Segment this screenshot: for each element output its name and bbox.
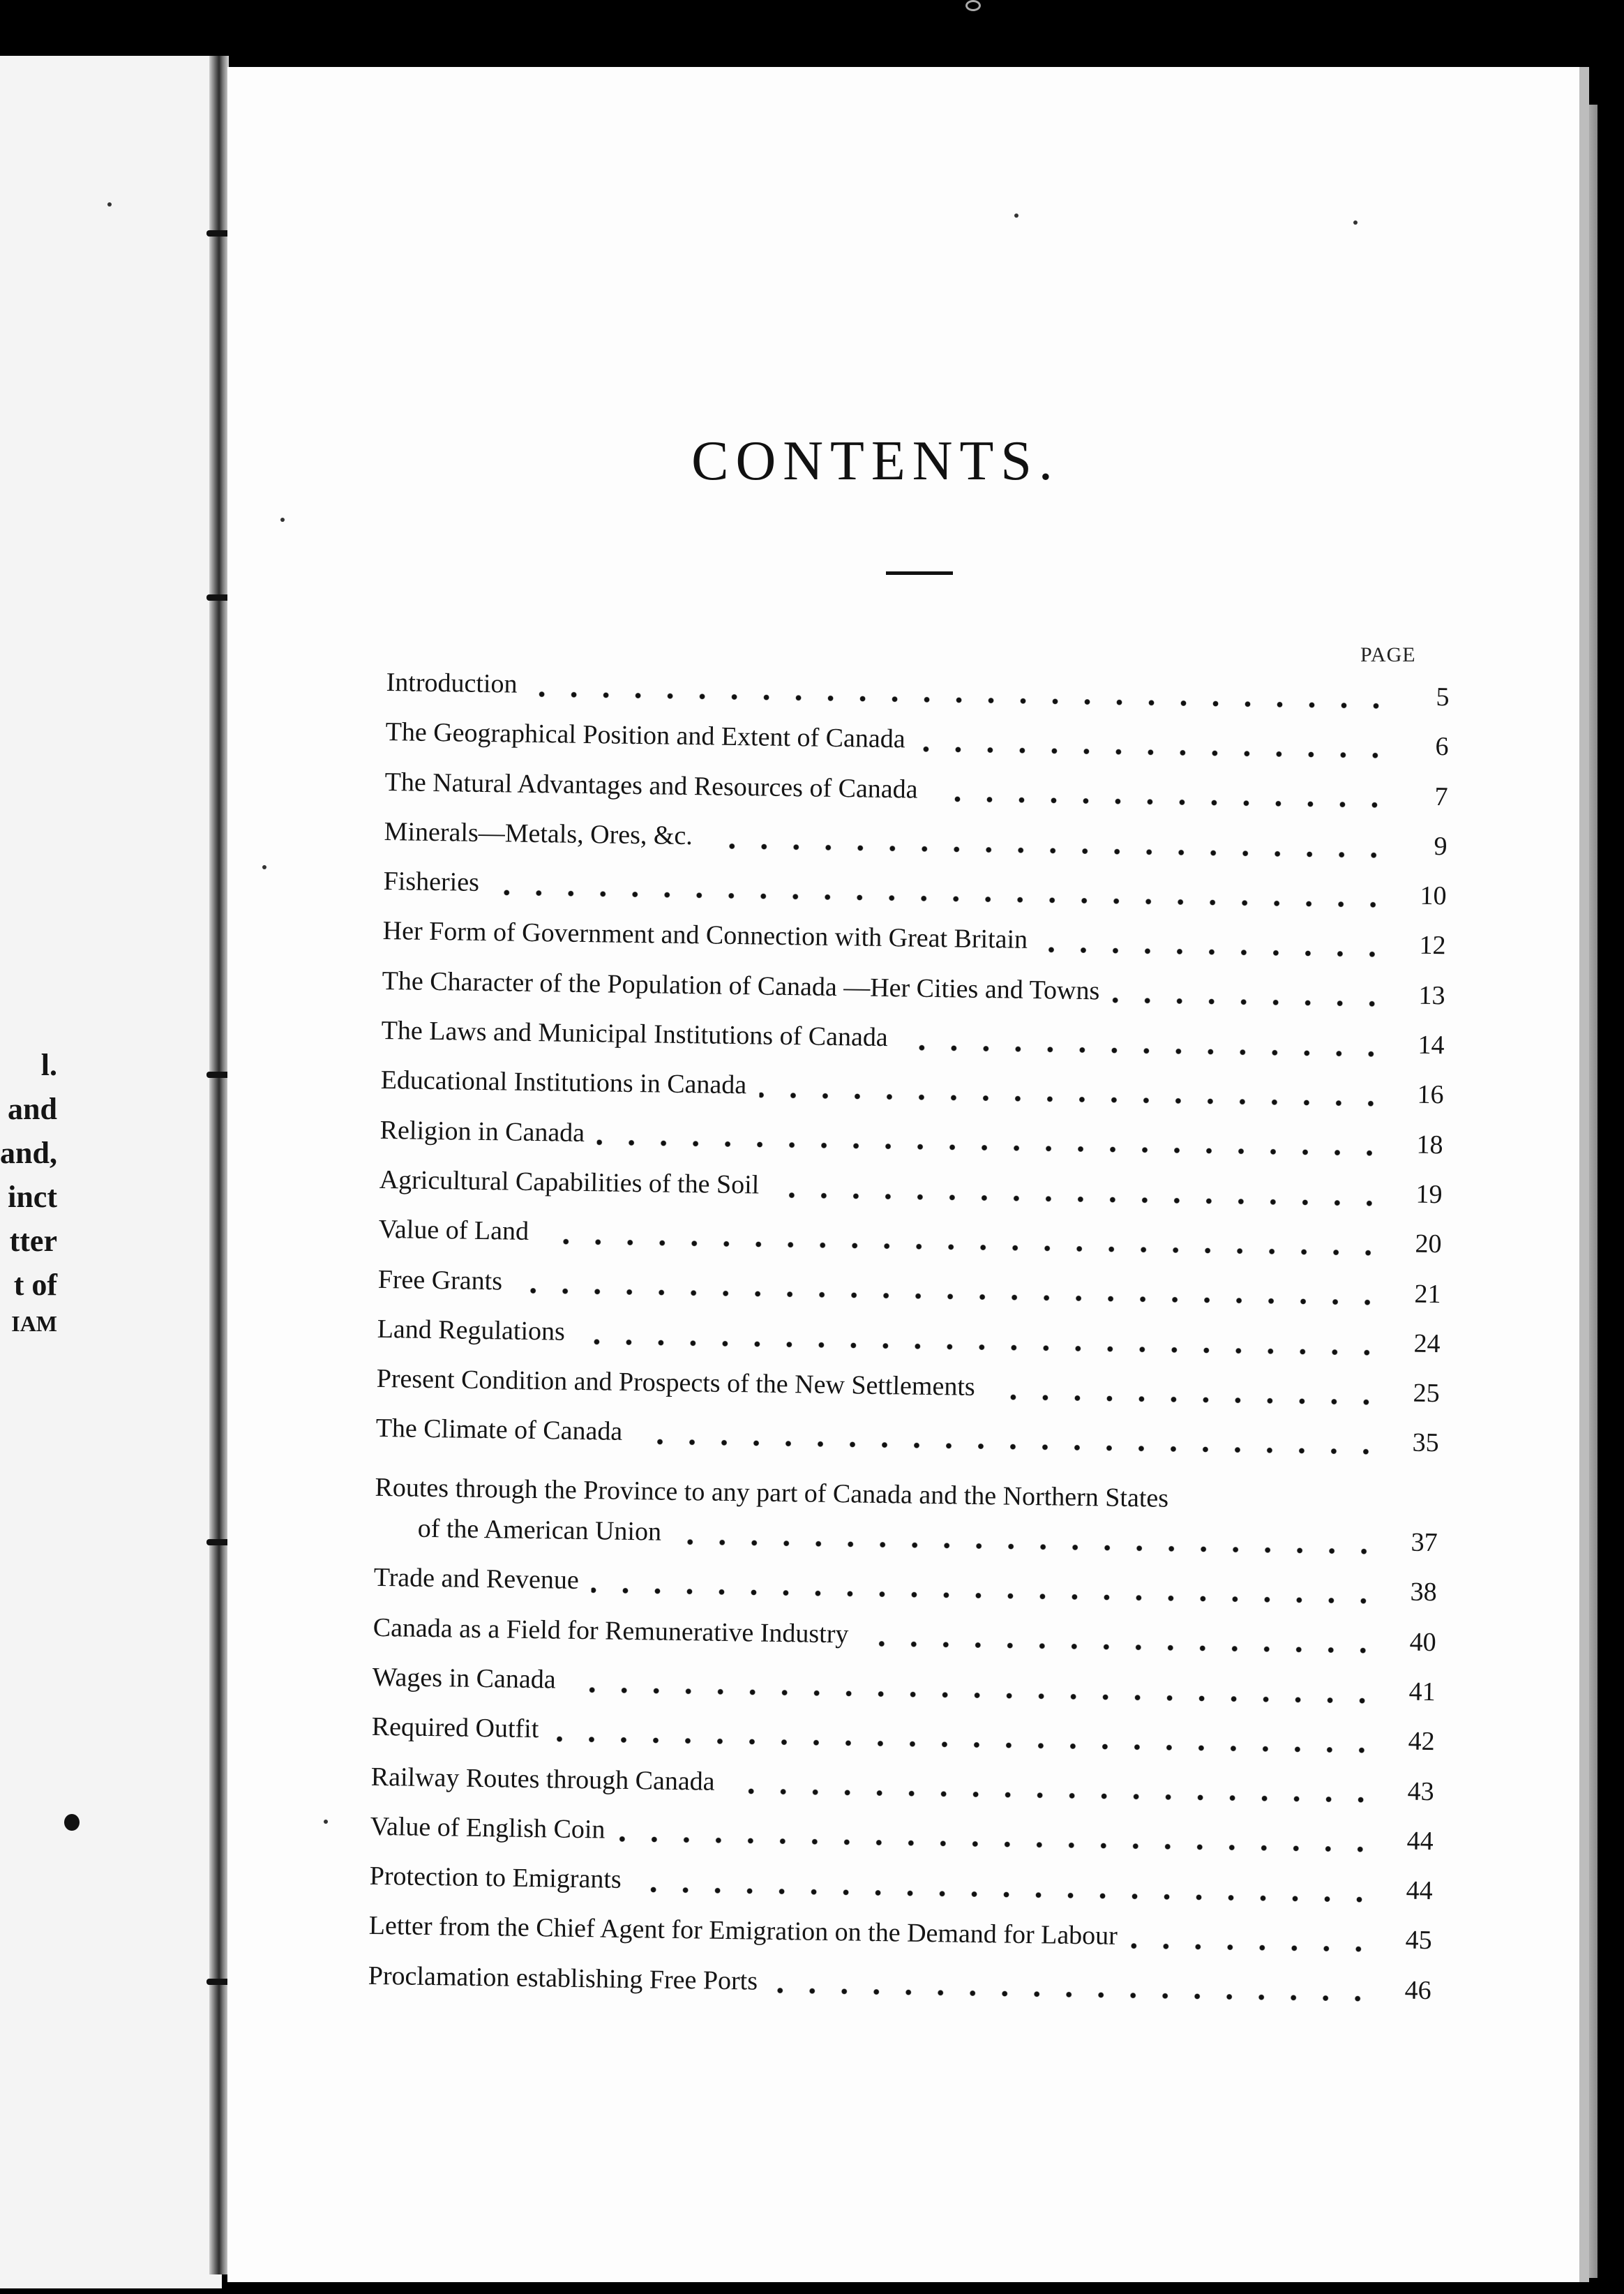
dot-leader: [917, 745, 1391, 760]
toc-entry-title: Letter from the Chief Agent for Emigration on the Demand for Labour: [368, 1911, 1118, 1951]
toc-entry-title: Minerals—Metals, Ores, &c.: [384, 816, 693, 851]
toc-entry-title: Railway Routes through Canada: [370, 1762, 715, 1797]
left-page-line: tter: [9, 1224, 57, 1258]
toc-entry-page: 41: [1408, 1677, 1436, 1707]
toc-entry-page: 24: [1413, 1328, 1441, 1359]
dot-leader: [1130, 1942, 1375, 1954]
dot-leader: [772, 1190, 1385, 1207]
dot-leader: [759, 1091, 1387, 1109]
toc-entry-title: Fisheries: [383, 867, 480, 898]
dot-leader: [633, 1885, 1375, 1904]
dot-leader: [861, 1640, 1378, 1655]
toc-entry-page: 5: [1436, 682, 1450, 712]
toc-entry-page: 45: [1405, 1925, 1432, 1956]
toc-entry-title: Protection to Emigrants: [369, 1861, 622, 1894]
dot-leader: [492, 888, 1390, 909]
toc-entry-title-continued: of the American Union: [417, 1513, 662, 1547]
toc-entry-title: Wages in Canada: [372, 1662, 556, 1695]
dot-leader: [674, 1538, 1381, 1556]
left-page-line: inct: [8, 1180, 57, 1214]
toc-entry-title: Value of English Coin: [370, 1811, 606, 1845]
toc-entry-title: Agricultural Capabilities of the Soil: [379, 1164, 760, 1200]
toc-entry-page: 6: [1435, 732, 1449, 762]
paper-speck: [280, 518, 285, 522]
left-page-line: IAM: [11, 1311, 57, 1336]
dot-leader: [597, 1139, 1386, 1158]
dot-leader: [529, 690, 1392, 710]
toc-entry: [374, 1463, 1438, 1577]
scan-mark: [965, 0, 981, 11]
paper-speck: [262, 865, 266, 869]
toc-entry-page: 12: [1419, 931, 1446, 961]
dot-leader: [770, 1986, 1374, 2003]
title-rule: [886, 571, 953, 575]
toc-entry-page: 38: [1410, 1577, 1437, 1607]
dot-leader: [578, 1337, 1383, 1356]
dot-leader: [1040, 945, 1389, 959]
paper-speck: [324, 1820, 328, 1824]
toc-entry-title: Land Regulations: [377, 1314, 566, 1347]
left-page-text: [0, 1043, 57, 1340]
left-page-line: t of: [13, 1268, 57, 1302]
paper-speck: [1014, 213, 1018, 218]
toc-entry-title: Value of Land: [378, 1215, 529, 1247]
table-of-contents: [368, 667, 1450, 2025]
toc-entry-title: Her Form of Government and Connection with Great Britain: [382, 916, 1028, 955]
left-page-line: l.: [40, 1048, 57, 1082]
page-title: CONTENTS.: [691, 430, 1060, 492]
toc-entry-page: 10: [1420, 880, 1447, 911]
toc-entry-title: The Geographical Position and Extent of Canada: [385, 717, 905, 754]
dot-leader: [617, 1835, 1376, 1854]
dot-leader: [705, 841, 1390, 860]
dot-leader: [551, 1734, 1377, 1755]
toc-entry-title: Educational Institutions in Canada: [380, 1065, 747, 1100]
toc-entry-title: Required Outfit: [371, 1712, 539, 1744]
paper-speck: [107, 202, 112, 207]
toc-entry-title: Canada as a Field for Remunerative Industry: [373, 1612, 849, 1649]
toc-entry-page: 18: [1416, 1130, 1443, 1160]
toc-entry-title: Present Condition and Prospects of the New Settlements: [376, 1364, 976, 1402]
toc-entry-page: 14: [1418, 1030, 1445, 1060]
toc-entry-page: 21: [1414, 1279, 1441, 1309]
dot-leader: [1112, 996, 1388, 1009]
toc-entry-page: 9: [1434, 831, 1448, 862]
dot-leader: [727, 1787, 1376, 1804]
toc-entry-title: The Character of the Population of Canada —Her Cities and Towns: [382, 966, 1100, 1006]
dot-leader: [635, 1437, 1382, 1456]
toc-entry-title: Proclamation establishing Free Ports: [368, 1961, 758, 1996]
toc-entry-page: 44: [1406, 1875, 1433, 1906]
contents-page: [227, 67, 1589, 2282]
dot-leader: [900, 1043, 1387, 1058]
toc-entry-page: 13: [1418, 980, 1445, 1011]
toc-entry-page: 46: [1404, 1975, 1431, 2005]
left-page-line: and,: [0, 1136, 57, 1170]
toc-entry-title: The Natural Advantages and Resources of Canada: [384, 767, 918, 804]
toc-entry-page: 35: [1412, 1428, 1439, 1458]
page-column-label: PAGE: [1360, 643, 1416, 666]
toc-entry-page: 16: [1417, 1080, 1444, 1110]
left-facing-page: [0, 56, 222, 2288]
dot-leader: [515, 1287, 1384, 1307]
toc-entry-title: The Laws and Municipal Institutions of Canada: [381, 1016, 889, 1053]
dot-leader: [568, 1685, 1378, 1704]
toc-entry-page: 43: [1407, 1776, 1434, 1806]
dot-leader: [987, 1393, 1382, 1407]
book-spine: [209, 56, 229, 2274]
paper-speck: [1353, 220, 1358, 225]
toc-entry-page: 40: [1409, 1627, 1436, 1657]
toc-entry-page: 25: [1413, 1378, 1440, 1409]
toc-entry-page: 20: [1415, 1229, 1442, 1259]
toc-entry-page: 37: [1411, 1527, 1438, 1558]
toc-entry-title: Trade and Revenue: [373, 1563, 580, 1596]
toc-entry-page: 44: [1406, 1826, 1434, 1856]
toc-entry-title: Religion in Canada: [379, 1115, 585, 1148]
dot-leader: [541, 1237, 1385, 1257]
toc-entry-page: 19: [1415, 1179, 1443, 1210]
dot-leader: [930, 795, 1390, 809]
toc-entry-page: 7: [1434, 781, 1448, 811]
ink-blot: [64, 1814, 80, 1831]
toc-entry-page: 42: [1408, 1726, 1435, 1757]
left-page-line: and: [8, 1092, 57, 1126]
toc-entry-title: Introduction: [386, 667, 518, 699]
toc-entry-title: The Climate of Canada: [375, 1414, 623, 1447]
dot-leader: [592, 1586, 1380, 1605]
toc-entry-title: Free Grants: [377, 1264, 503, 1296]
toc-entry-title: Routes through the Province to any part of Canada and the Northern States: [375, 1472, 1169, 1513]
